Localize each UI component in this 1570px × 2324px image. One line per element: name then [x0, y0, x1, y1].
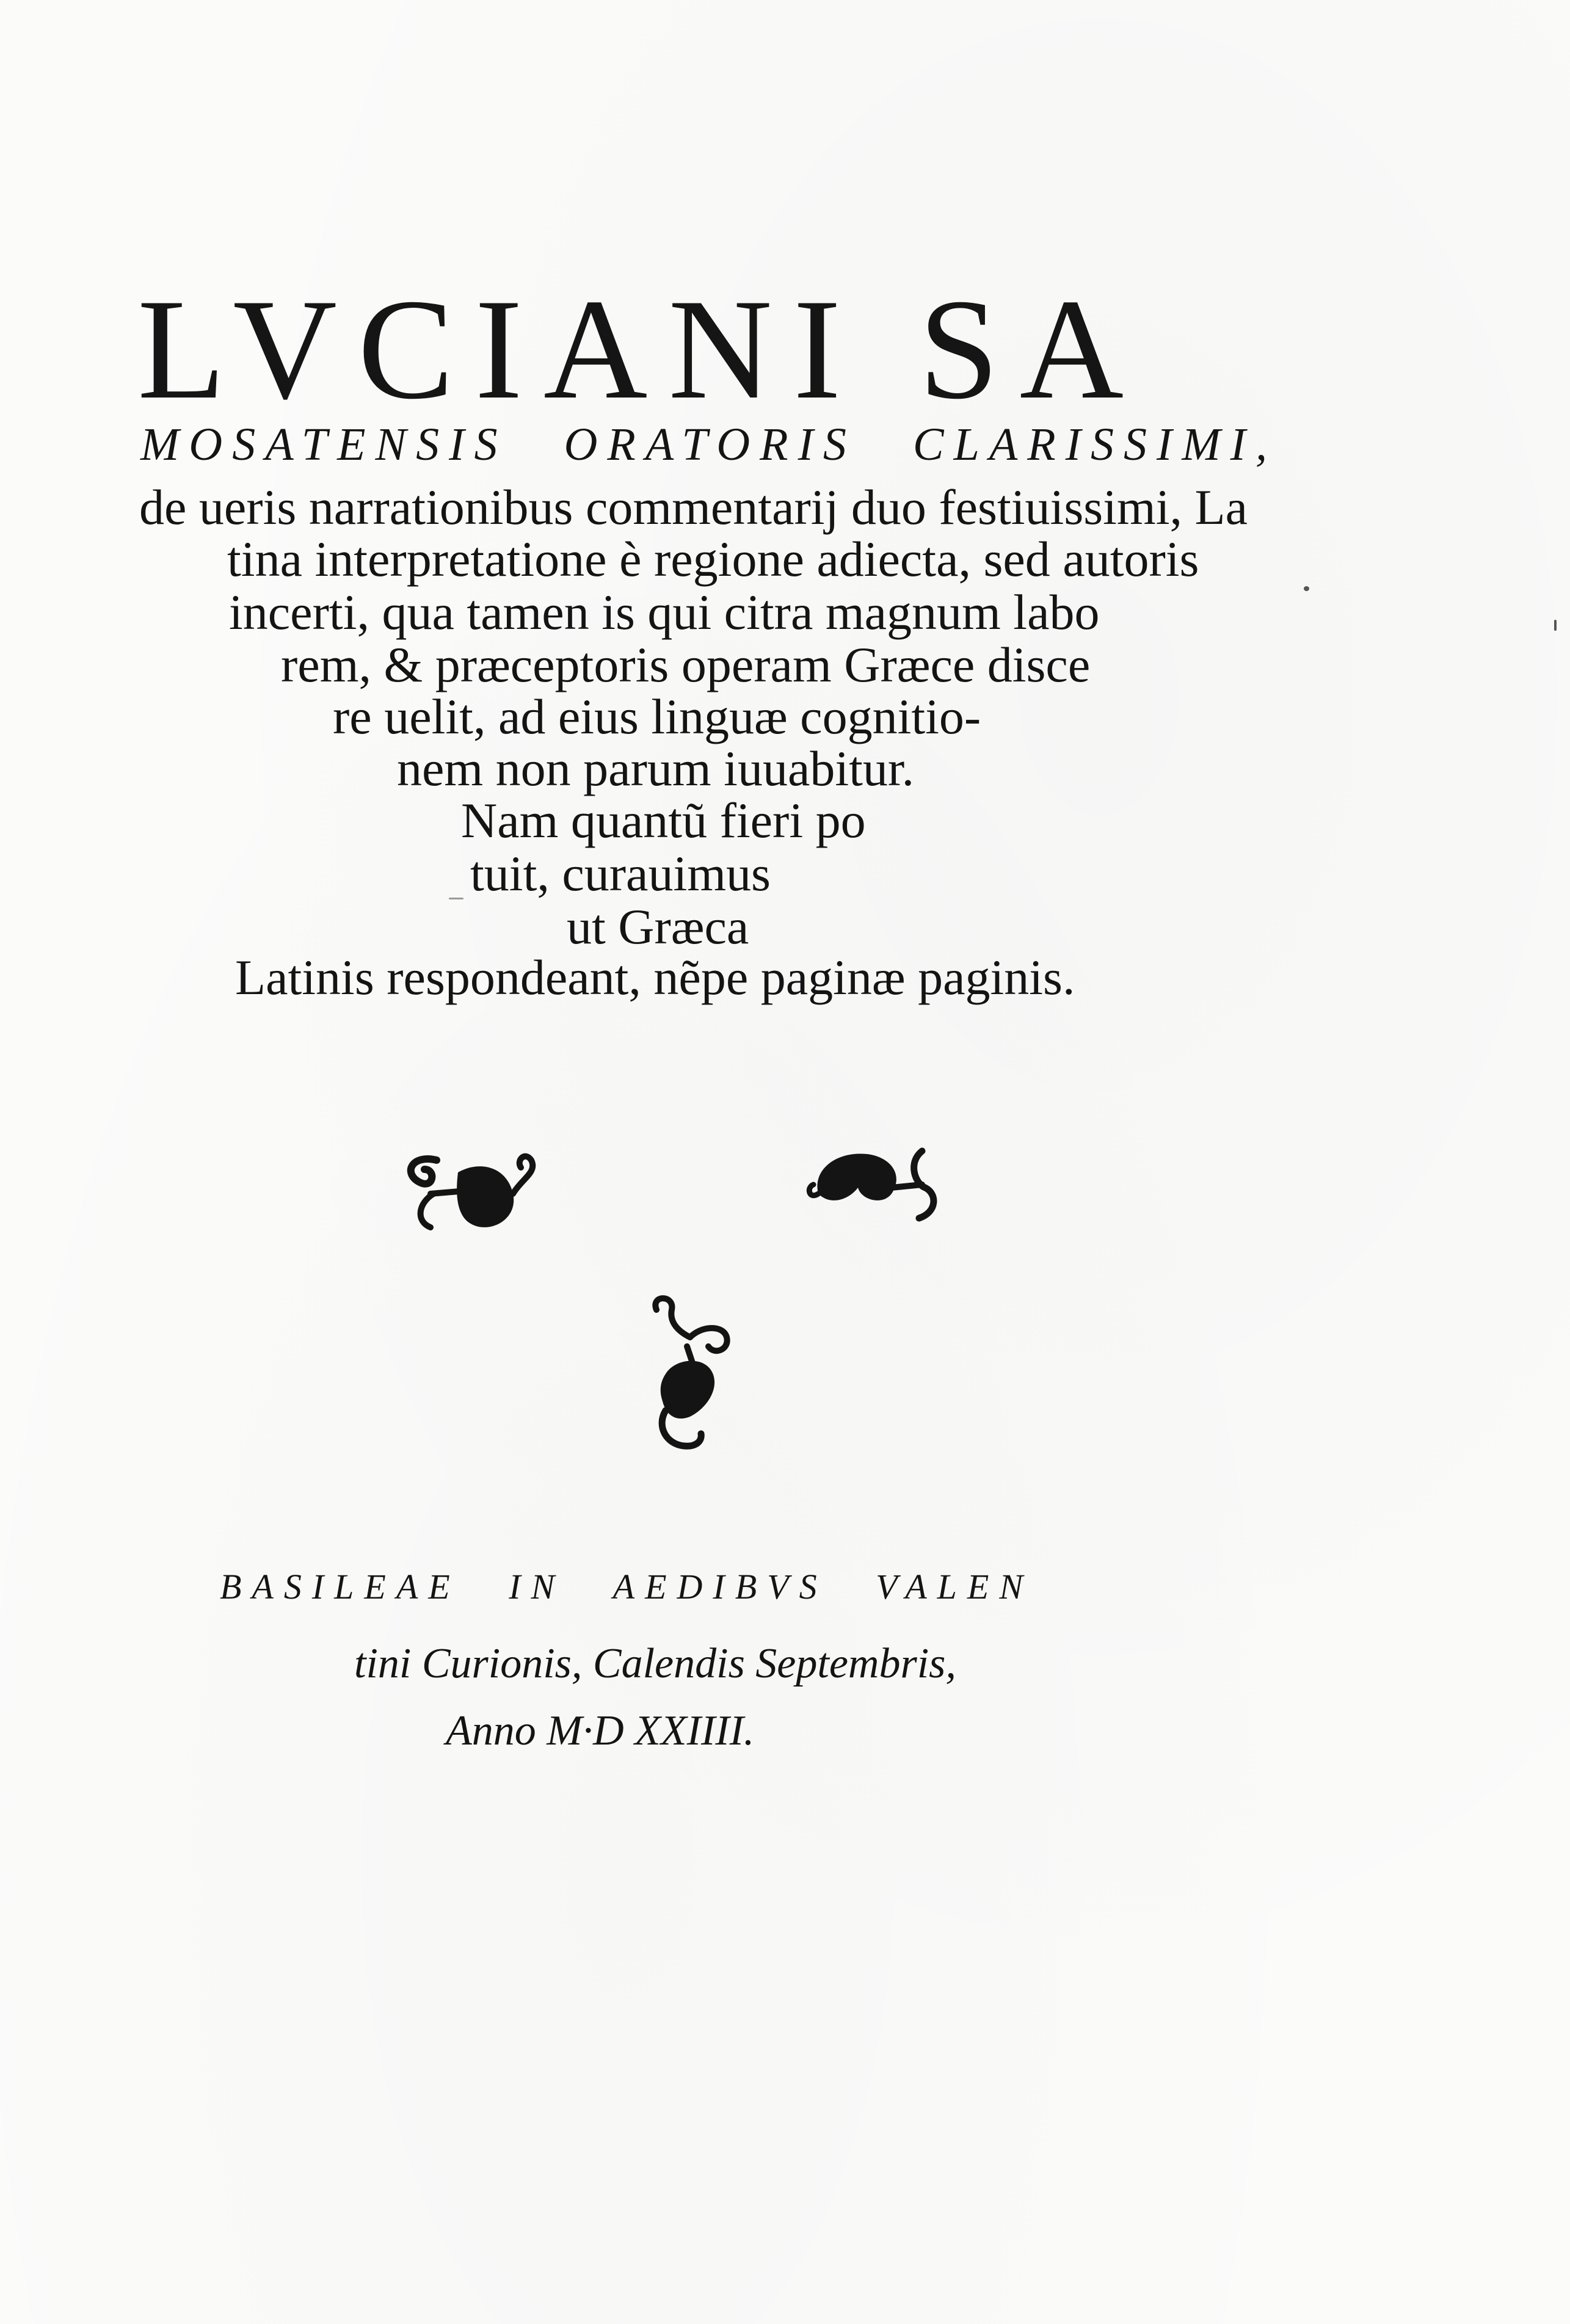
ink-speck: [449, 898, 463, 899]
body-line-6: nem non parum iuuabitur.: [397, 741, 915, 796]
imprint-line-2: tini Curionis, Calendis Septembris,: [354, 1640, 956, 1687]
ink-speck: [1304, 586, 1309, 591]
ink-speck: [1554, 620, 1557, 631]
body-line-1: de ueris narrationibus commentarij duo festiuissimi, La: [139, 479, 1248, 535]
imprint-line-3: Anno M·D XXIIII.: [446, 1707, 755, 1754]
imprint-line-1: BASILEAE IN AEDIBVS VALEN: [220, 1567, 1034, 1607]
book-title: LVCIANI SA: [137, 270, 1145, 429]
center-leaf-fleuron-icon: [623, 1295, 745, 1459]
body-line-8: tuit, curauimus: [470, 846, 771, 901]
left-leaf-fleuron-icon: [400, 1136, 540, 1240]
body-line-2: tina interpretatione è regione adiecta, sed autoris: [227, 531, 1199, 587]
body-line-5: re uelit, ad eius linguæ cognitio-: [333, 689, 981, 744]
right-leaf-fleuron-icon: [800, 1127, 947, 1230]
body-line-10: Latinis respondeant, nẽpe paginæ paginis.: [235, 950, 1075, 1005]
body-line-3: incerti, qua tamen is qui citra magnum labo: [229, 584, 1100, 640]
subtitle-caps: MOSATENSIS ORATORIS CLARISSIMI,: [140, 419, 1277, 470]
body-line-9: ut Græca: [567, 899, 749, 954]
body-line-4: rem, & præceptoris operam Græce disce: [281, 637, 1091, 692]
body-line-7: Nam quantũ fieri po: [461, 793, 866, 848]
